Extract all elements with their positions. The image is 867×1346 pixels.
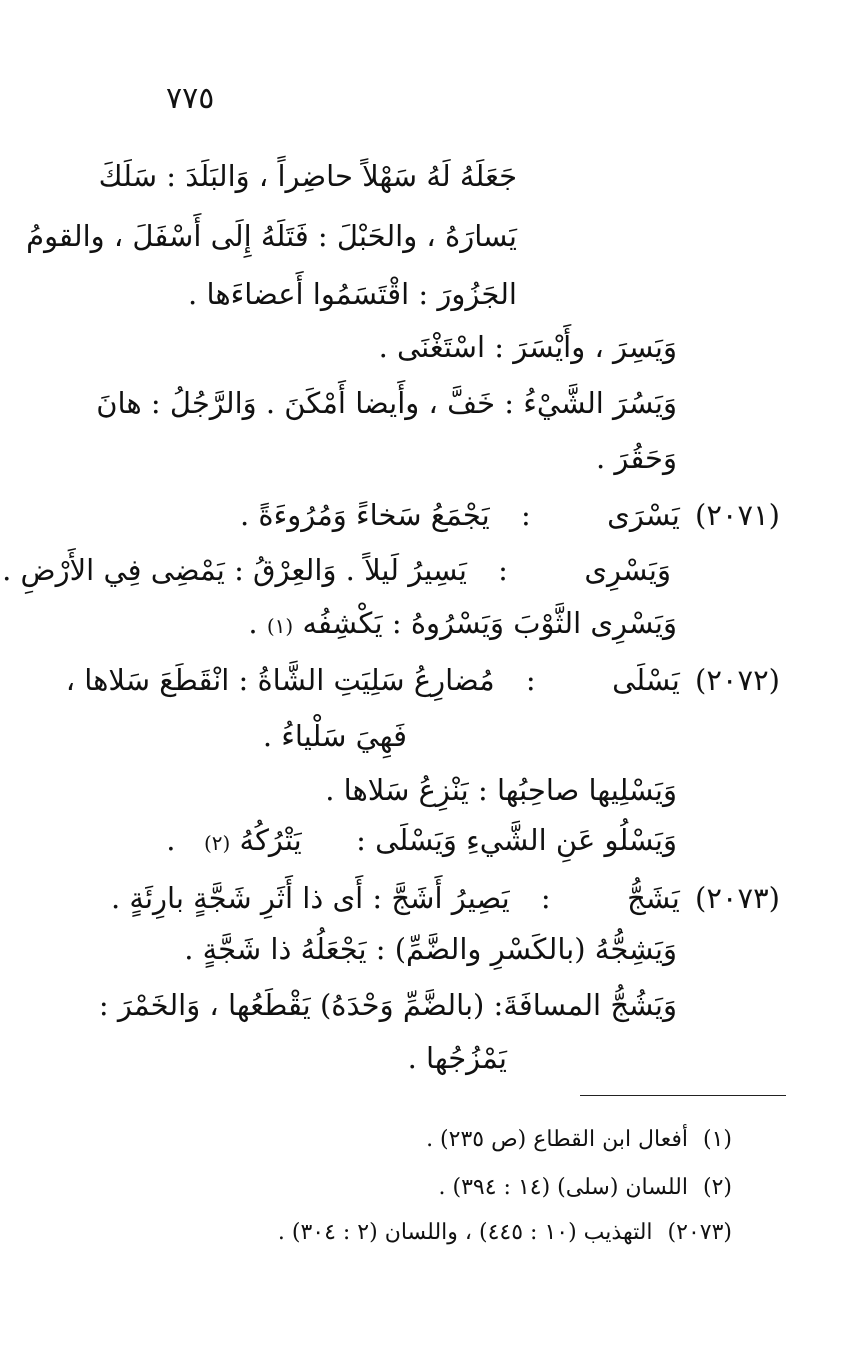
text-line: يَمْزُجُها .: [407, 1041, 507, 1075]
entry-number: (٢٠٧١): [695, 498, 780, 532]
footnote: [439, 1172, 732, 1204]
entry-headword: يَسْرَى: [607, 498, 680, 532]
entry-headword: وَيَسْرِى: [584, 553, 671, 587]
footnote-marker: (١): [266, 614, 294, 638]
definition-separator: :: [520, 498, 531, 532]
page-number: ٧٧٥: [166, 81, 215, 116]
entry-definition: يَسِيرُ لَيلاً . وَالعِرْقُ : يَمْضِى فِي الأَرْضِ .: [2, 553, 467, 587]
text-line: وَيَسُرَ الشَّيْءُ : خَفَّ ، وأَيضا أَمْكَنَ . وَالرَّجُلُ : هانَ: [96, 386, 677, 420]
text-line: يَسارَهُ ، والحَبْلَ : فَتَلَهُ إِلَى أَسْفَلَ ، والقومُ: [26, 219, 517, 253]
text-line: وَيَسِرَ ، وأَيْسَرَ : اسْتَغْنَى .: [378, 330, 677, 364]
entry-2072-sub: [166, 818, 677, 862]
footnote: [426, 1124, 732, 1156]
entry-text: وَيَسْرِى الثَّوْبَ وَيَسْرُوهُ : يَكْشِفُه: [302, 606, 677, 640]
entry-definition: يَتْرُكُهُ: [239, 823, 302, 857]
footnote-text: التهذيب (١٠ : ٤٤٥) ، واللسان (٢ : ٣٠٤) .: [277, 1220, 653, 1245]
footnote-text: اللسان (سلى) (١٤ : ٣٩٤) .: [438, 1175, 688, 1200]
text-line: وَيَسْلِيها صاحِبُها : يَنْزِعُ سَلاها .: [325, 773, 677, 807]
text-line: الجَزُورَ : اقْتَسَمُوا أَعضاءَها .: [188, 277, 517, 311]
footnote: [278, 1217, 732, 1249]
footnote-number: (٢٠٧٣): [667, 1220, 732, 1245]
text-line: وَيَشِجُّهُ (بالكَسْرِ والضَّمِّ) : يَجْعَلُهُ ذا شَجَّةٍ .: [184, 932, 677, 966]
footnote-text: أفعال ابن القطاع (ص ٢٣٥) .: [426, 1127, 688, 1152]
entry-2072: [66, 658, 780, 702]
footnote-marker: (٢): [203, 831, 231, 855]
text-line: وَيَشُجُّ المسافَةَ: (بالضَّمِّ وَحْدَهُ) يَقْطَعُها ، وَالخَمْرَ :: [98, 988, 677, 1022]
entry-number: (٢٠٧٢): [695, 663, 780, 697]
footnote-number: (٢): [702, 1175, 732, 1200]
entry-number: (٢٠٧٣): [695, 881, 780, 915]
entry-end: .: [166, 823, 176, 857]
footnote-number: (١): [702, 1127, 732, 1152]
entry-definition: يَصِيرُ أَشَجَّ : أَى ذا أَثَرِ شَجَّةٍ بارِئَةٍ .: [110, 881, 510, 915]
entry-headword: يَسْلَى: [612, 663, 680, 697]
text-line: وَحَقُرَ .: [595, 441, 677, 475]
definition-separator: :: [525, 663, 536, 697]
footnote-divider: [580, 1095, 786, 1096]
definition-separator: :: [540, 881, 551, 915]
entry-2071-sub: [2, 548, 677, 592]
definition-separator: :: [498, 553, 508, 587]
entry-2071-sub2: [248, 601, 677, 645]
entry-end: .: [248, 606, 258, 640]
text-line: فَهِيَ سَلْياءُ .: [262, 719, 407, 753]
entry-2073: [111, 876, 780, 920]
entry-headword: يَشَجُّ: [627, 881, 680, 915]
entry-text: وَيَسْلُو عَنِ الشَّيءِ وَيَسْلَى :: [356, 823, 677, 857]
entry-definition: مُضارِعُ سَلِيَتِ الشَّاةُ : انْقَطَعَ سَلاها ،: [65, 663, 495, 697]
text-line: جَعَلَهُ لَهُ سَهْلاً حاضِراً ، وَالبَلَدَ : سَلَكَ: [98, 159, 517, 193]
entry-definition: يَجْمَعُ سَخاءً وَمُرُوءَةً .: [239, 498, 490, 532]
entry-2071: [240, 493, 780, 537]
